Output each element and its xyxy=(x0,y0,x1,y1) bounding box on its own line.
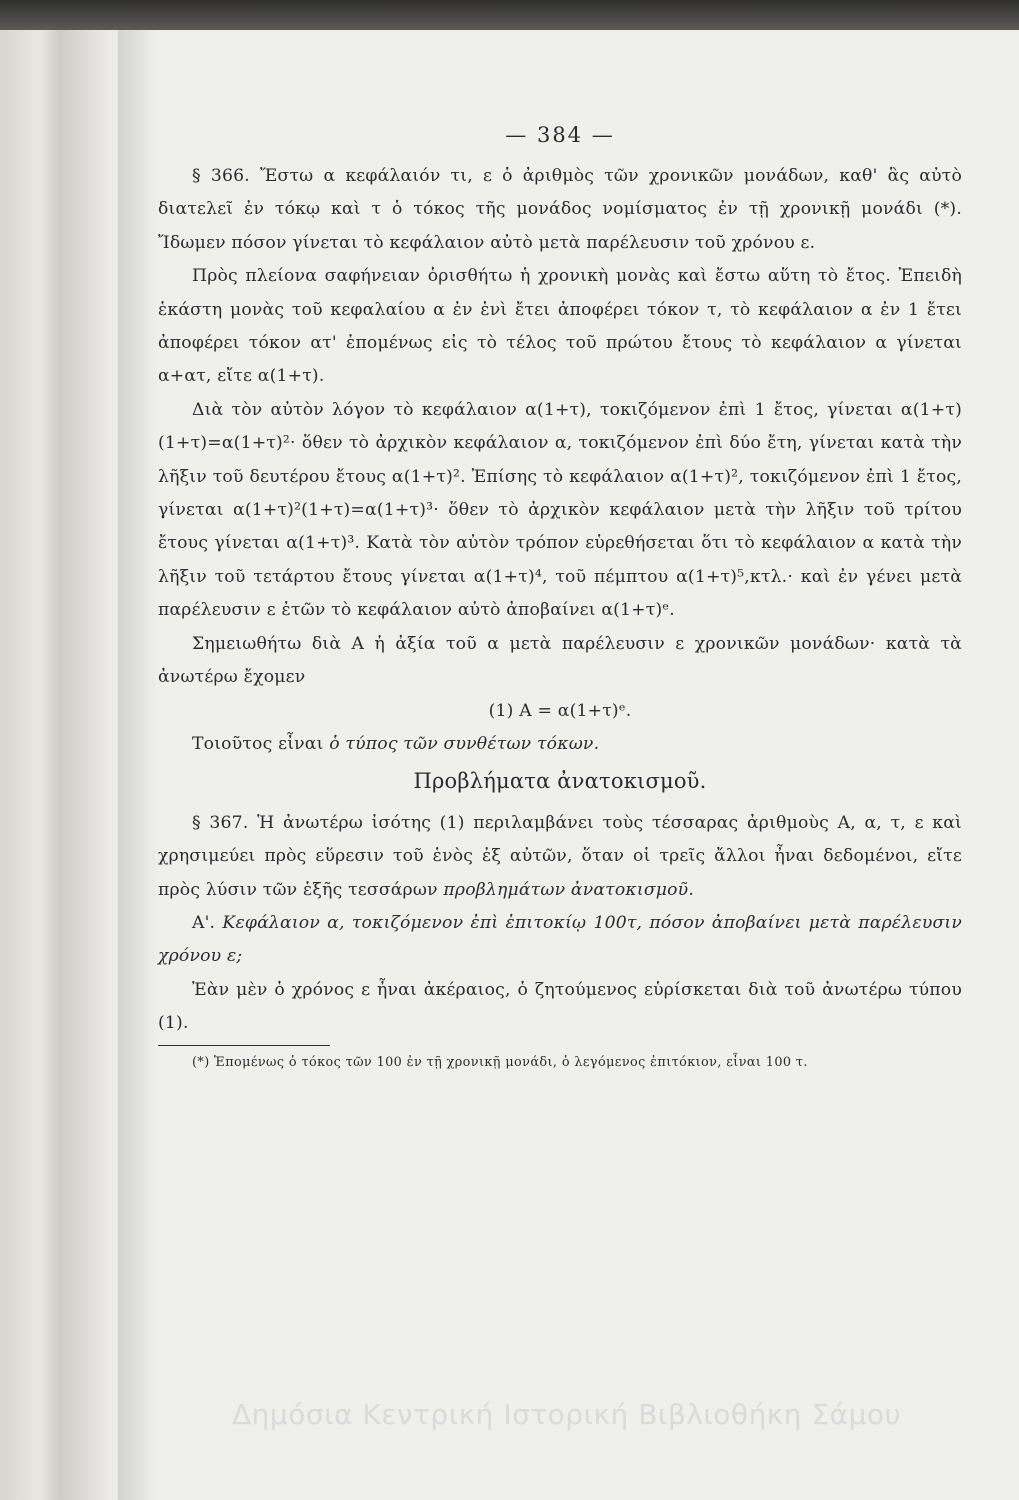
paragraph-367 xyxy=(158,807,962,907)
typos-italic: ὁ τύπος τῶν συνθέτων τόκων. xyxy=(329,733,600,754)
library-watermark: Δημόσια Κεντρική Ιστορική Βιβλιοθήκη Σάμου xyxy=(232,1398,902,1431)
formula-1: (1) Α = α(1+τ)ᵉ. xyxy=(488,700,632,721)
page-number: — 384 — xyxy=(505,123,615,147)
footnote: (*) Ἑπομένως ὁ τόκος τῶν 100 ἐν τῇ χρονικῇ μονάδι, ὁ λεγόμενος ἐπιτόκιον, εἶναι 100 τ. xyxy=(192,1054,808,1070)
p367-lead: § 367. Ἡ ἀνωτέρω ἰσότης (1) περιλαμβάνει τοὺς τέσσαρας ἀριθμοὺς Α, α, τ, ε καὶ χρησιμεύει πρὸς εὕρεσιν τοῦ ἑνὸς ἐξ αὐτῶν, ὅταν οἱ τρεῖς ἄλλοι ἦναι δεδομένοι, εἴτε πρὸς λύσιν τῶν ἑξῆς τεσσάρων xyxy=(158,812,962,900)
p367-italic: προβλημάτων ἀνατοκισμοῦ. xyxy=(443,879,694,900)
problem-a-text: Κεφάλαιον α, τοκιζόμενον ἐπὶ ἐπιτοκίῳ 100τ, πόσον ἀποβαίνει μετὰ παρέλευσιν χρόνου ε; xyxy=(158,912,962,967)
problem-a-label: Α'. xyxy=(192,912,216,933)
paragraph-dia: Διὰ τὸν αὐτὸν λόγον τὸ κεφάλαιον α(1+τ), τοκιζόμενον ἐπὶ 1 ἔτος, γίνεται α(1+τ)(1+τ)=α(1+τ)²· ὅθεν τὸ ἀρχικὸν κεφάλαιον α, τοκιζόμενον ἐπὶ δύο ἔτη, γίνεται κατὰ τὴν λῆξιν τοῦ δευτέρου ἔτους α(1+τ)². Ἐπίσης τὸ κεφάλαιον α(1+τ)², τοκιζόμενον ἐπὶ 1 ἔτος, γίνεται α(1+τ)²(1+τ)=α(1+τ)³· ὅθεν τὸ ἀρχικὸν κεφάλαιον μετὰ τὴν λῆξιν τοῦ τρίτου ἔτους γίνεται α(1+τ)³. Κατὰ τὸν αὐτὸν τρόπον εὑρεθήσεται ὅτι τὸ κεφάλαιον α κατὰ τὴν λῆξιν τοῦ τετάρτου ἔτους γίνεται α(1+τ)⁴, τοῦ πέμπτου α(1+τ)⁵,κτλ.· καὶ ἐν γένει μετὰ παρέλευσιν ε ἐτῶν τὸ κεφάλαιον αὐτὸ ἀποβαίνει α(1+τ)ᵉ. xyxy=(158,399,962,621)
typos-lead: Τοιοῦτος εἶναι xyxy=(192,733,324,754)
paragraph-typos xyxy=(158,728,962,761)
page-content xyxy=(158,118,962,1074)
gutter-shadow xyxy=(118,30,158,1500)
problem-a xyxy=(158,907,962,974)
paragraph-ean: Ἐὰν μὲν ὁ χρόνος ε ἦναι ἀκέραιος, ὁ ζητούμενος εὑρίσκεται διὰ τοῦ ἀνωτέρω τύπου (1). xyxy=(158,979,962,1034)
paragraph-pros: Πρὸς πλείονα σαφήνειαν ὁρισθήτω ἡ χρονικὴ μονὰς καὶ ἔστω αὕτη τὸ ἔτος. Ἐπειδὴ ἑκάστη μονὰς τοῦ κεφαλαίου α ἐν ἑνὶ ἔτει ἀποφέρει τόκον τ, τὸ κεφάλαιον α ἐν 1 ἔτει ἀποφέρει τόκον ατ' ἑπομένως εἰς τὸ τέλος τοῦ πρώτου ἔτους τὸ κεφάλαιον α γίνεται α+ατ, εἴτε α(1+τ). xyxy=(158,266,962,387)
section-heading: Προβλήματα ἀνατοκισμοῦ. xyxy=(413,769,707,794)
scan-top-border xyxy=(0,0,1019,30)
footnote-rule xyxy=(158,1045,330,1046)
paragraph-366: § 366. Ἔστω α κεφάλαιόν τι, ε ὁ ἀριθμὸς τῶν χρονικῶν μονάδων, καθ' ἃς αὐτὸ διατελεῖ ἐν τόκῳ καὶ τ ὁ τόκος τῆς μονάδος νομίσματος ἐν τῇ χρονικῇ μονάδι (*). Ἴδωμεν πόσον γίνεται τὸ κεφάλαιον αὐτὸ μετὰ παρέλευσιν τοῦ χρόνου ε. xyxy=(158,166,962,253)
paragraph-semeiotheto: Σημειωθήτω διὰ Α ἡ ἀξία τοῦ α μετὰ παρέλευσιν ε χρονικῶν μονάδων· κατὰ τὰ ἀνωτέρω ἔχομεν xyxy=(158,633,962,688)
